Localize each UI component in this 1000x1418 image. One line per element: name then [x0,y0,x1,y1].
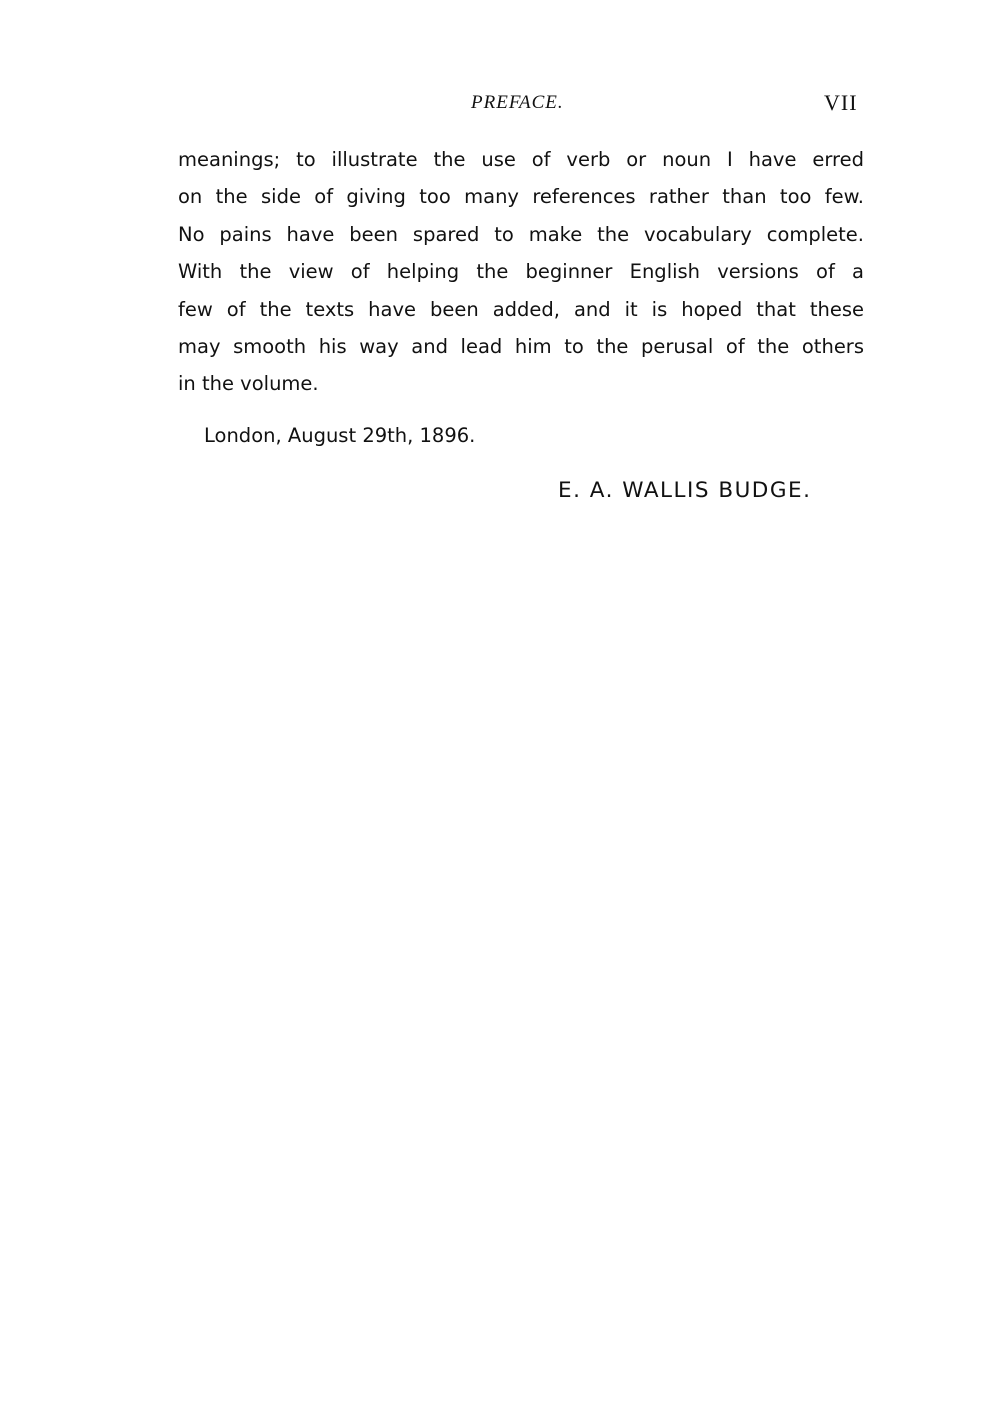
text-line: on the side of giving too many references rather than too few. [178,185,864,209]
page-number: VII [824,90,858,115]
body-paragraph [178,141,864,403]
text-line: few of the texts have been added, and it is hoped that these [178,297,864,321]
running-title: PREFACE. [471,92,564,113]
text-line: in the volume. [178,372,319,396]
text-line: No pains have been spared to make the vocabulary complete. [178,222,864,246]
running-head [0,92,1000,122]
text-line: meanings; to illustrate the use of verb or noun I have erred [178,148,864,171]
text-line: may smooth his way and lead him to the perusal of the others [178,334,864,358]
dateline: London, August 29th, 1896. [204,424,476,447]
author-signature: E. A. WALLIS BUDGE. [558,478,812,503]
text-line: With the view of helping the beginner English versions of a [178,260,864,284]
